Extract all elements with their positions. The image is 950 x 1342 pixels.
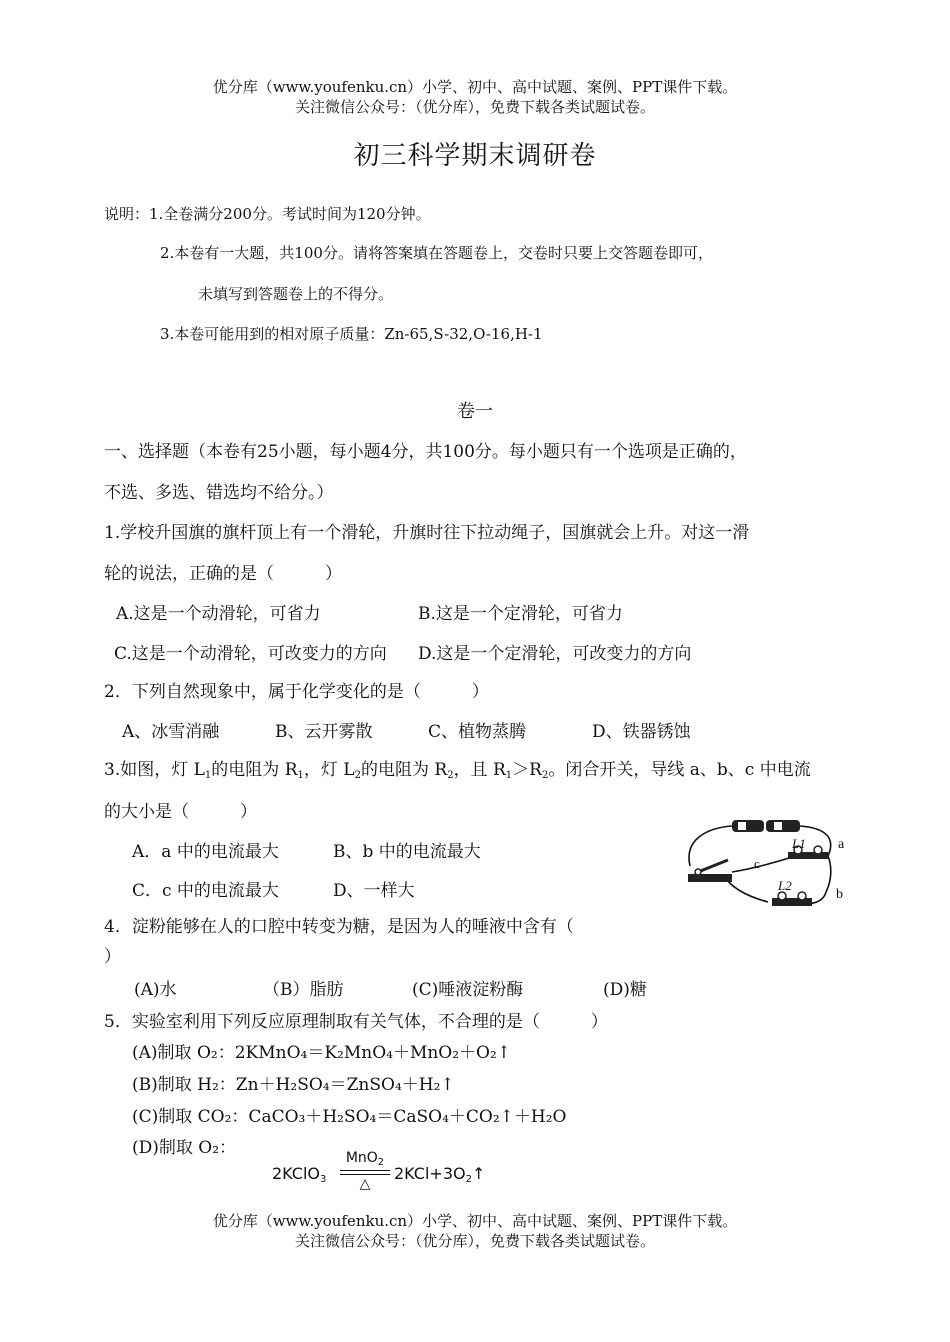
q2-option-a: A、冰雪消融 [122, 722, 220, 742]
wire-c [732, 856, 796, 872]
q5-option-d: (D)制取 O₂： [132, 1138, 237, 1158]
header-line-2: 关注微信公众号：（优分库），免费下载各类试题试卷。 [294, 98, 655, 116]
eq-left: 2KClO$_3$ [272, 1164, 327, 1185]
lamp-l2-icon [772, 892, 812, 906]
q2-option-c: C、植物蒸腾 [428, 722, 527, 742]
q3-stem-2: 的大小是（ ） [104, 802, 257, 822]
q4-stem-2: ） [104, 947, 121, 967]
footer-line-1: 优分库（www.youfenku.cn）小学、初中、高中试题、案例、PPT课件下载。 [212, 1212, 738, 1230]
instruction-1: 说明：1.全卷满分200分。考试时间为120分钟。 [104, 205, 431, 223]
instruction-2b: 未填写到答题卷上的不得分。 [198, 285, 394, 303]
q2-option-d: D、铁器锈蚀 [592, 722, 691, 742]
eq-catalyst: MnO$_2$ [345, 1150, 385, 1168]
label-a: a [838, 837, 845, 852]
eq-heat-icon: △ [359, 1176, 371, 1192]
eq-line-bottom [340, 1174, 390, 1175]
wire-a [826, 856, 831, 892]
q3-option-c: C．c 中的电流最大 [132, 881, 279, 901]
q5-stem: 5．实验室利用下列反应原理制取有关气体，不合理的是（ ） [104, 1012, 608, 1032]
header-line-1: 优分库（www.youfenku.cn）小学、初中、高中试题、案例、PPT课件下载。 [212, 78, 738, 96]
label-l2: L2 [778, 878, 792, 893]
q5-option-a: (A)制取 O₂：2KMnO₄＝K₂MnO₄＋MnO₂＋O₂↑ [132, 1043, 512, 1063]
q2-stem: 2．下列自然现象中，属于化学变化的是（ ） [104, 682, 489, 702]
instruction-2a: 2.本卷有一大题，共100分。请将答案填在答题卷上，交卷时只要上交答题卷即可， [160, 244, 713, 262]
page-title: 初三科学期末调研卷 [353, 141, 597, 171]
eq-line-top [340, 1170, 390, 1171]
q5-option-c: (C)制取 CO₂：CaCO₃＋H₂SO₄＝CaSO₄＋CO₂↑＋H₂O [132, 1107, 567, 1127]
q1-option-a: A.这是一个动滑轮，可省力 [116, 604, 321, 624]
eq-right: $2KCl+3O_2↑$ [394, 1164, 486, 1185]
q3-option-b: B、b 中的电流最大 [333, 842, 481, 862]
instruction-3: 3.本卷可能用到的相对原子质量：Zn-65,S-32,O-16,H-1 [160, 325, 543, 343]
q1-option-d: D.这是一个定滑轮，可改变力的方向 [418, 644, 692, 664]
q1-option-c: C.这是一个动滑轮，可改变力的方向 [114, 644, 387, 664]
circuit-diagram [676, 810, 854, 914]
q4-option-b: （B）脂肪 [263, 980, 344, 1000]
part1-desc-1: 一、选择题（本卷有25小题，每小题4分，共100分。每小题只有一个选项是正确的， [104, 442, 747, 462]
q3-option-a: A．a 中的电流最大 [132, 842, 279, 862]
q4-stem-1: 4．淀粉能够在人的口腔中转变为糖，是因为人的唾液中含有（ [104, 917, 574, 937]
switch-icon [688, 860, 732, 882]
q3-stem-1: 3.如图，灯 $L_1$的电阻为 $R_1$，灯 $L_2$的电阻为 $R_2$，且 $R_1>R_2$。闭合开关，导线 a、b、c 中电流 [104, 760, 811, 781]
q1-stem-2: 轮的说法，正确的是（ ） [104, 564, 342, 584]
q4-option-d: (D)糖 [603, 980, 647, 1000]
label-l1: L1 [792, 836, 806, 851]
q4-option-c: (C)唾液淀粉酶 [412, 980, 524, 1000]
battery-icon [732, 820, 800, 832]
up-arrow-icon: ↑ [471, 1164, 486, 1183]
label-c: c [754, 856, 760, 871]
q1-option-b: B.这是一个定滑轮，可省力 [418, 604, 623, 624]
footer-line-2: 关注微信公众号：（优分库），免费下载各类试题试卷。 [294, 1232, 655, 1250]
q4-option-a: (A)水 [134, 980, 177, 1000]
section-title: 卷一 [457, 401, 493, 422]
q2-option-b: B、云开雾散 [275, 722, 373, 742]
q3-option-d: D、一样大 [333, 881, 415, 901]
q1-stem-1: 1.学校升国旗的旗杆顶上有一个滑轮，升旗时往下拉动绳子，国旗就会上升。对这一滑 [104, 523, 750, 543]
q5-equation [272, 1150, 512, 1196]
label-b: b [836, 887, 843, 902]
part1-desc-2: 不选、多选、错选均不给分。） [104, 483, 334, 503]
q5-option-b: (B)制取 H₂：Zn＋H₂SO₄＝ZnSO₄＋H₂↑ [132, 1075, 455, 1095]
